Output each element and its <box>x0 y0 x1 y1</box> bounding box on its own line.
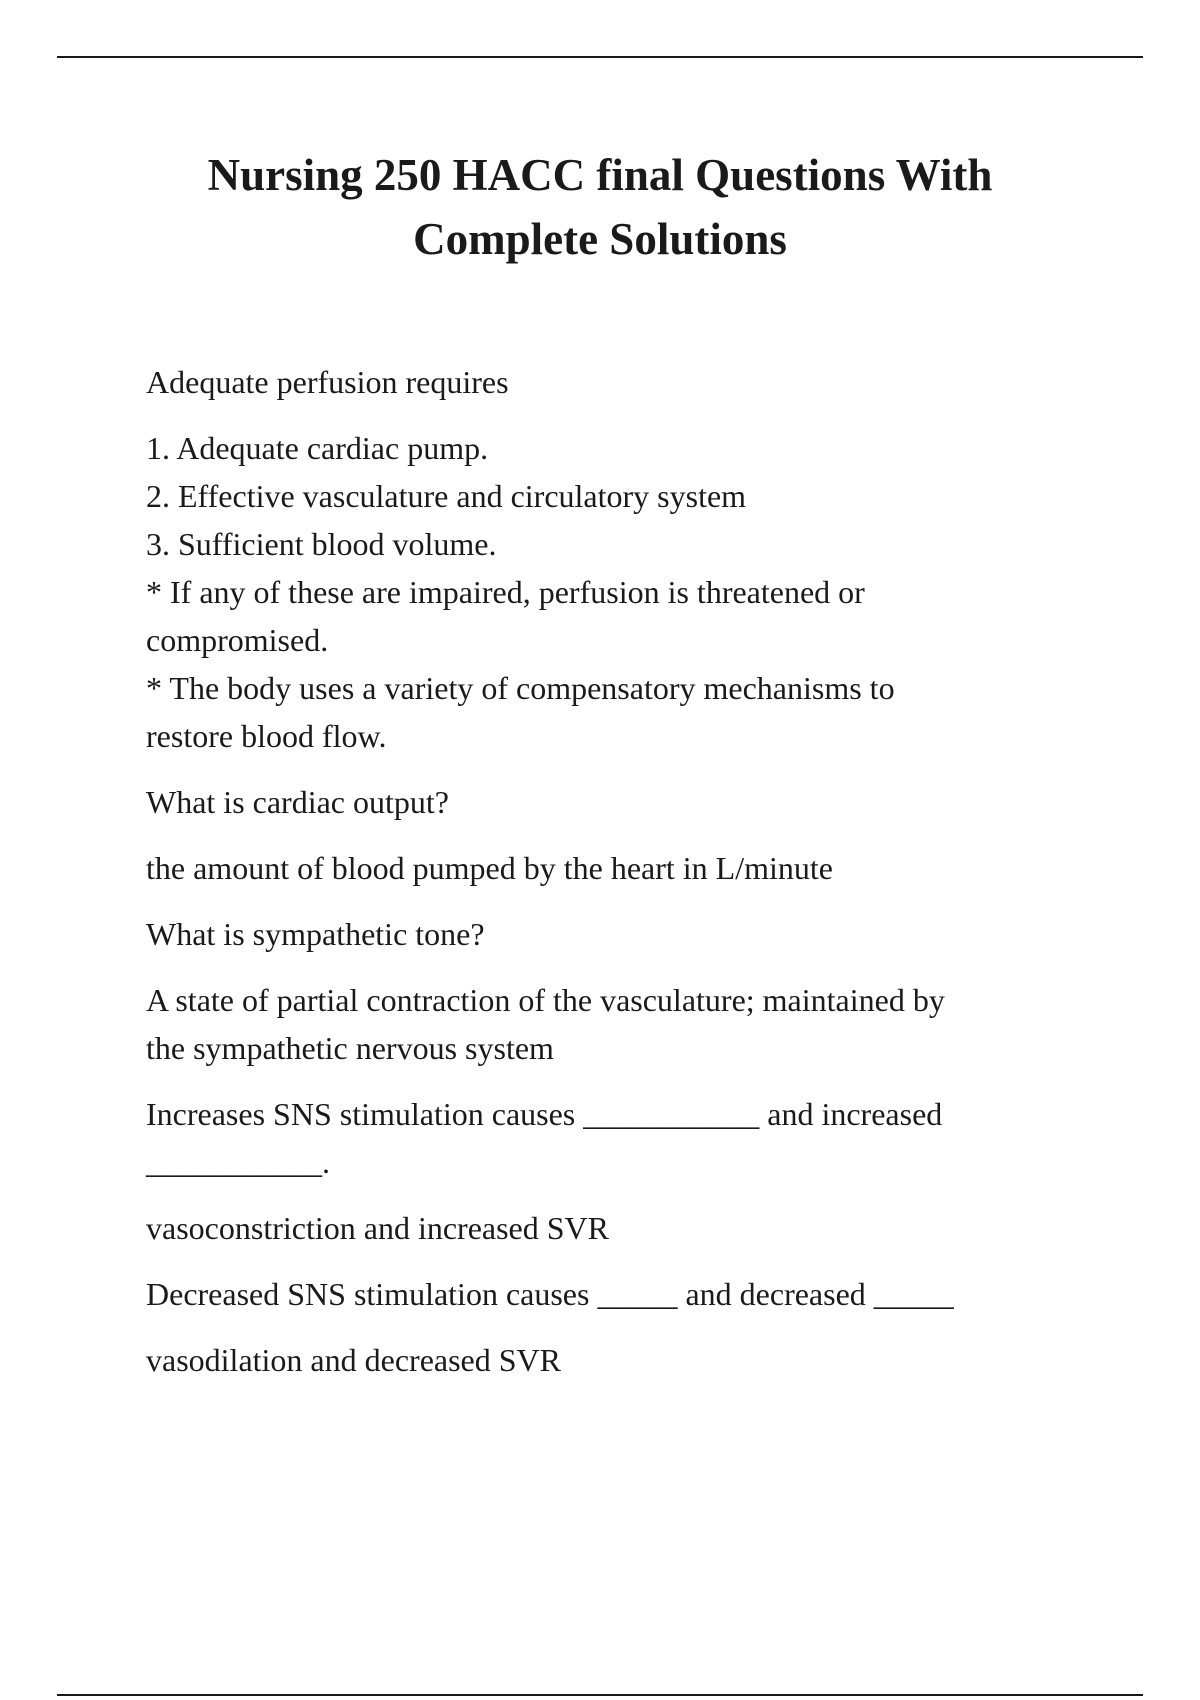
question-4-line: ___________. <box>146 1144 330 1180</box>
answer-3-line: A state of partial contraction of the vasculature; maintained by <box>146 982 945 1018</box>
question-3: What is sympathetic tone? <box>146 916 485 952</box>
answer-3-line: the sympathetic nervous system <box>146 1030 554 1066</box>
answer-4: vasoconstriction and increased SVR <box>146 1210 609 1246</box>
answer-1-line: * The body uses a variety of compensatory mechanisms to <box>146 670 895 706</box>
answer-1-line: restore blood flow. <box>146 718 387 754</box>
answer-3 <box>146 976 1106 1072</box>
answer-5: vasodilation and decreased SVR <box>146 1342 561 1378</box>
answer-1-line: 3. Sufficient blood volume. <box>146 526 497 562</box>
answer-1-line: compromised. <box>146 622 329 658</box>
answer-1-line: 1. Adequate cardiac pump. <box>146 430 489 466</box>
question-1: Adequate perfusion requires <box>146 364 509 400</box>
answer-2: the amount of blood pumped by the heart in L/minute <box>146 850 833 886</box>
title-line-1: Nursing 250 HACC final Questions With <box>207 150 993 200</box>
question-5: Decreased SNS stimulation causes _____ and decreased _____ <box>146 1276 954 1312</box>
bottom-rule <box>57 1694 1143 1696</box>
question-2: What is cardiac output? <box>146 784 449 820</box>
title-line-2: Complete Solutions <box>413 214 787 264</box>
question-4-line: Increases SNS stimulation causes ___________ and increased <box>146 1096 943 1132</box>
top-rule <box>57 56 1143 58</box>
question-4 <box>146 1090 1106 1186</box>
answer-1-line: 2. Effective vasculature and circulatory system <box>146 478 747 514</box>
answer-1 <box>146 424 1106 760</box>
qa-content <box>146 358 1106 1402</box>
document-title <box>100 143 1100 271</box>
answer-1-line: * If any of these are impaired, perfusion is threatened or <box>146 574 865 610</box>
